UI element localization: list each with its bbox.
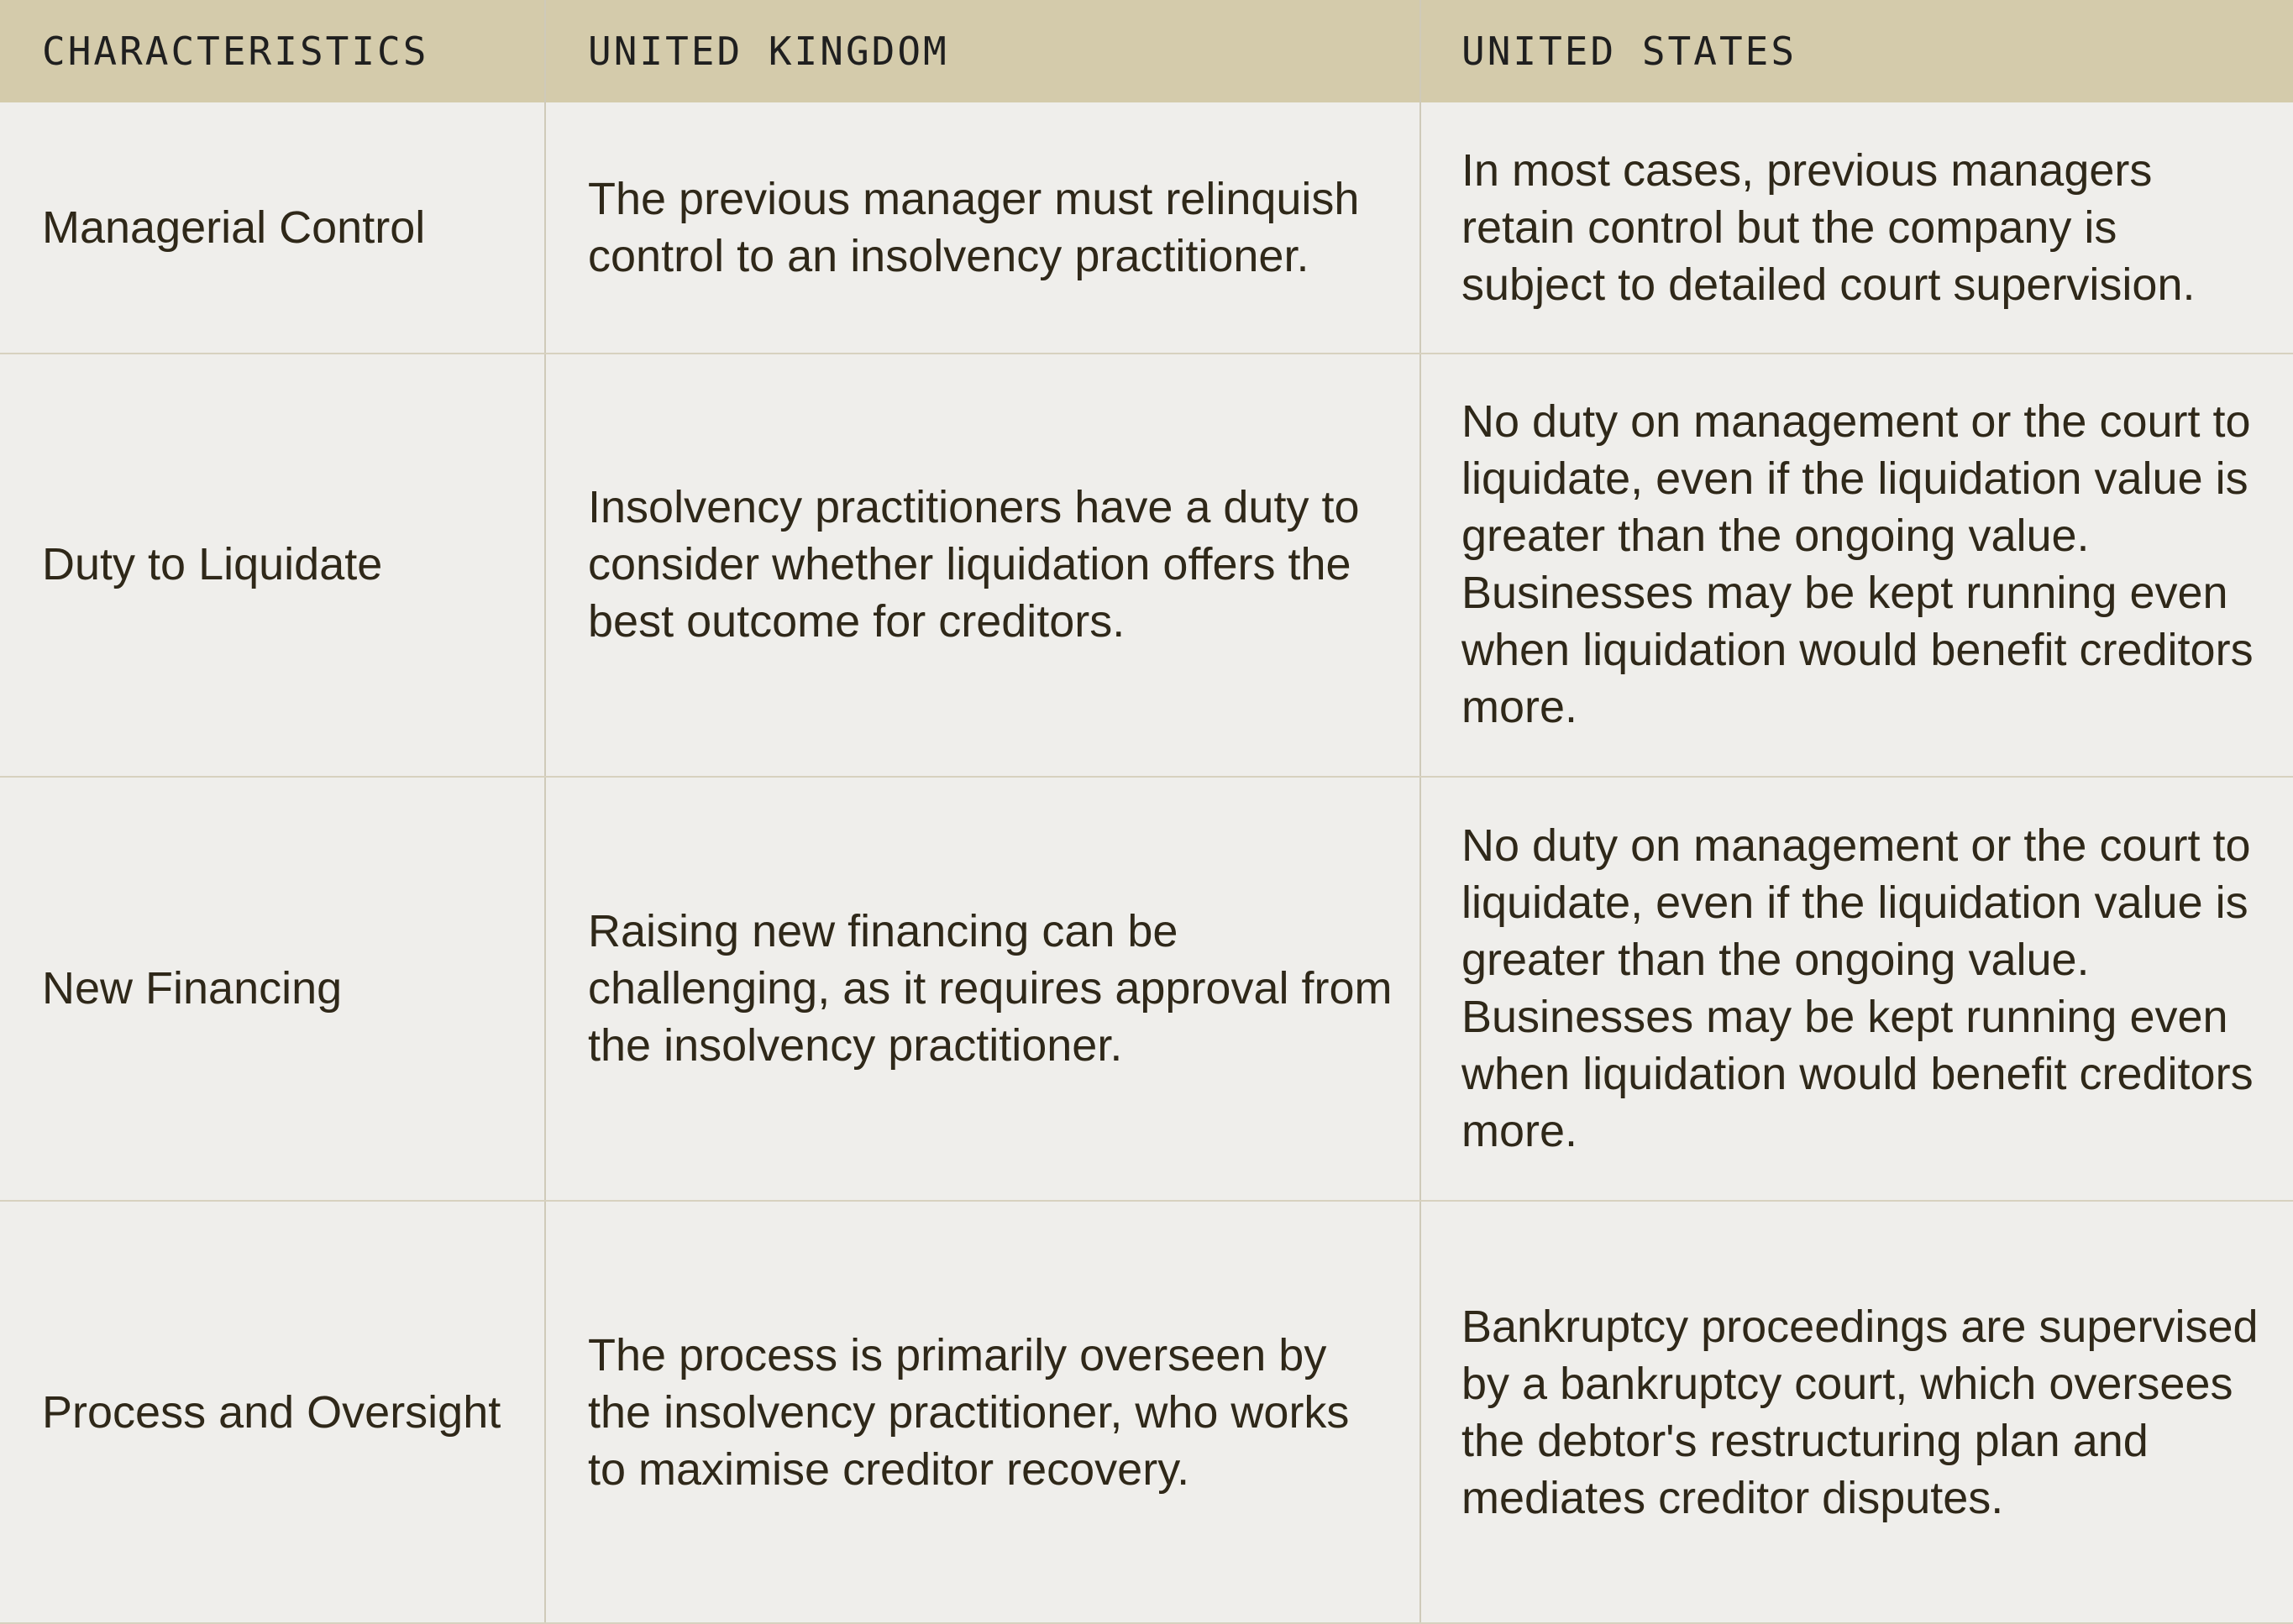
cell-characteristic [42,1200,538,1624]
header-united-states: UNITED STATES [1461,29,1797,74]
characteristic-label: Managerial Control [42,202,426,253]
cell-uk [588,776,1394,1200]
table-row-duty-to-liquidate [0,353,2293,776]
table-row-process-and-oversight [0,1200,2293,1624]
row-divider [0,1200,2293,1202]
cell-us [1461,102,2268,353]
header-characteristics: CHARACTERISTICS [42,29,429,74]
us-text: Bankruptcy proceedings are supervised by a bankruptcy court, which oversees the debtor's restructuring plan and mediates creditor disputes. [1461,1301,2259,1523]
us-text: No duty on management or the court to liquidate, even if the liquidation value is greater than the ongoing value. Businesses may be kept running even when liquidation would benefit creditors more. [1461,396,2254,732]
uk-text: The previous manager must relinquish control to an insolvency practitioner. [588,174,1360,281]
cell-us [1461,353,2268,776]
cell-characteristic [42,353,538,776]
uk-text: Insolvency practitioners have a duty to consider whether liquidation offers the best outcome for creditors. [588,482,1360,647]
uk-text: The process is primarily overseen by the insolvency practitioner, who works to maximise creditor recovery. [588,1329,1350,1495]
table-row-managerial-control [0,102,2293,353]
uk-text: Raising new financing can be challenging, as it requires approval from the insolvency practitioner. [588,905,1393,1071]
table-header [0,0,2293,102]
cell-uk [588,102,1394,353]
characteristic-label: New Financing [42,962,343,1014]
cell-uk [588,1200,1394,1624]
row-divider [0,776,2293,778]
cell-characteristic [42,102,538,353]
row-divider [0,353,2293,354]
us-text: No duty on management or the court to liquidate, even if the liquidation value is greater than the ongoing value. Businesses may be kept running even when liquidation would benefit creditors more. [1461,820,2254,1156]
us-text: In most cases, previous managers retain control but the company is subject to detailed court supervision. [1461,145,2196,310]
table-row-new-financing [0,776,2293,1200]
column-divider [1419,0,1421,1624]
cell-us [1461,776,2268,1200]
characteristic-label: Duty to Liquidate [42,539,383,589]
cell-characteristic [42,776,538,1200]
header-united-kingdom: UNITED KINGDOM [588,29,949,74]
cell-uk [588,353,1394,776]
cell-us [1461,1200,2268,1624]
characteristic-label: Process and Oversight [42,1386,501,1438]
column-divider [544,0,546,1624]
